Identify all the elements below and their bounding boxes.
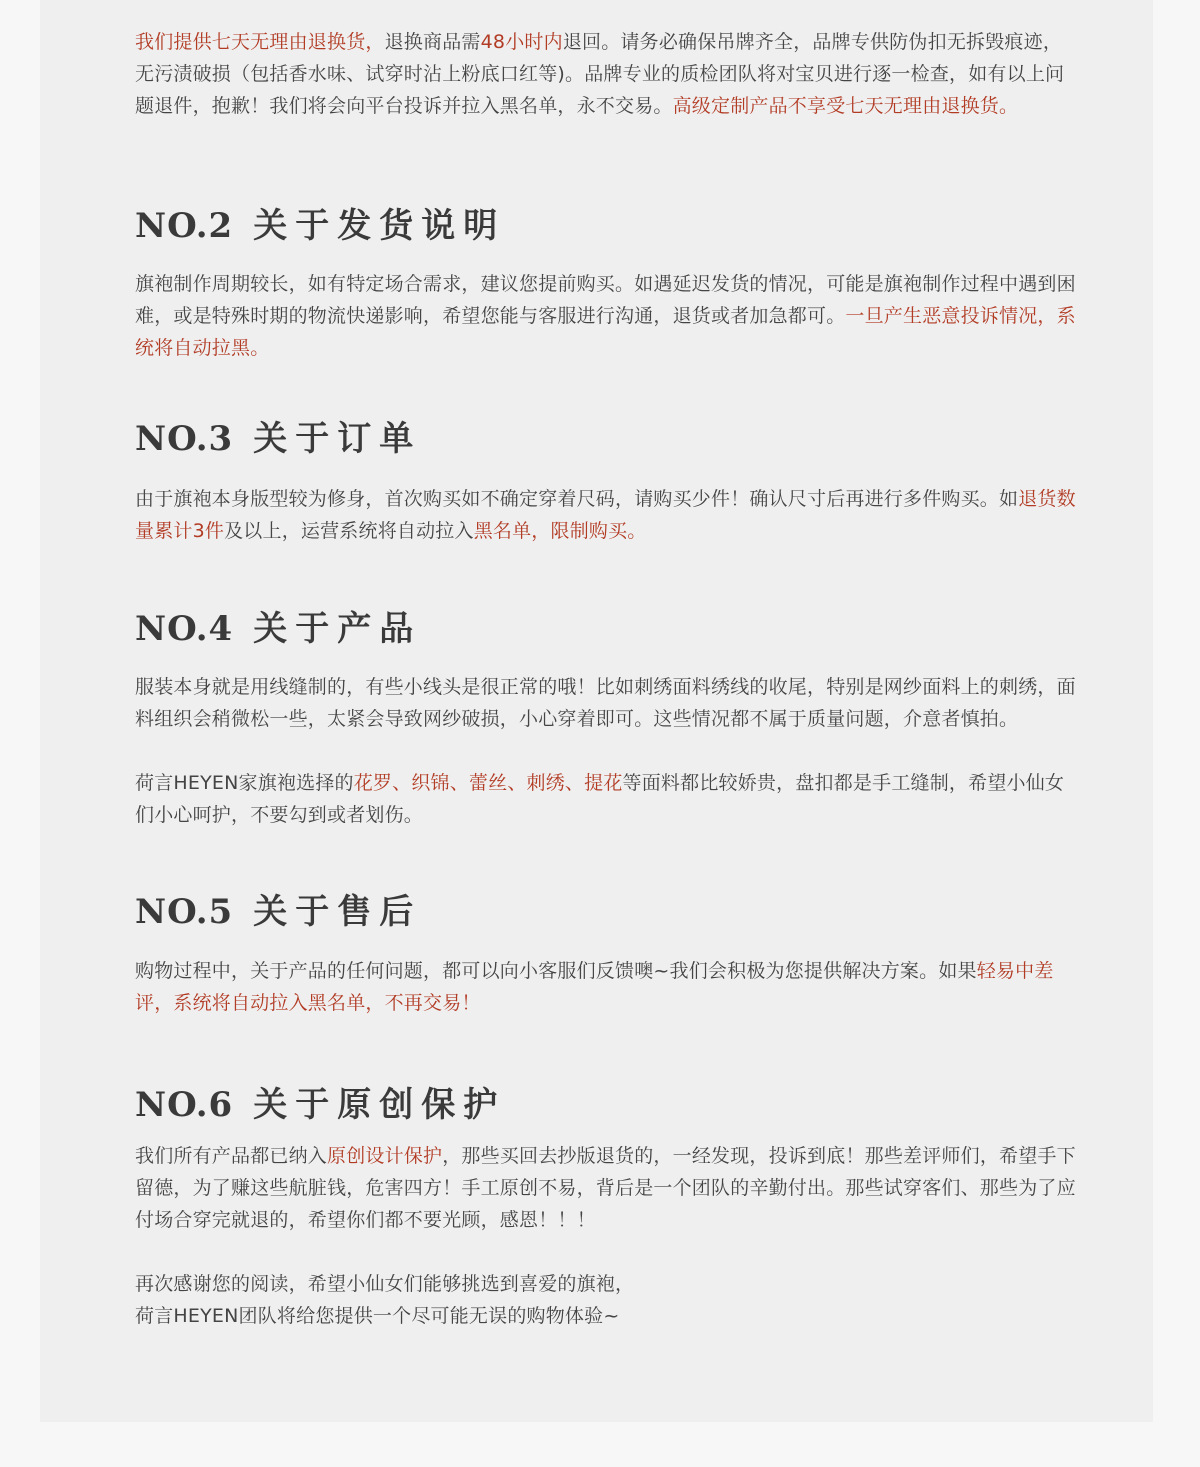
section-title: 关于产品 [253, 609, 422, 649]
fabric-list-text: 花罗、织锦、蕾丝、刺绣、提花 [353, 772, 623, 794]
orders-text: 由于旗袍本身版型较为修身，首次购买如不确定穿着尺码，请购买少件！确认尺寸后再进行多件购买。如 [135, 488, 1019, 510]
section-number: NO.2 [135, 206, 234, 246]
fabric-care-text: 等面料都比较娇贵，盘扣都是手工缝制，希望小仙女们小心呵护，不要勾到或者划伤。 [135, 772, 1065, 826]
return-deadline-text: 48小时内 [480, 31, 563, 53]
original-protection-text: 我们所有产品都已纳入 [135, 1145, 328, 1167]
shipping-heading [135, 206, 1080, 246]
section-shipping [135, 206, 1080, 364]
return-conditions-text: 退回。请务必确保吊牌齐全，品牌专供防伪扣无拆毁痕迹，无污渍破损（包括香水味、试穿时沾上粉底口红等)。品牌专业的质检团队将对宝贝进行逐一检查，如有以上问题退件，抱歉！我们将会向平台投诉并拉入黑名单，永不交易。 [135, 31, 1065, 117]
after-sales-paragraph [135, 955, 1080, 1019]
thanks-line-2 [135, 1300, 1080, 1332]
anti-copy-text: ，那些买回去抄版退货的，一经发现，投诉到底！那些差评师们，希望手下留德，为了赚这些航脏钱，危害四方！手工原创不易，背后是一个团队的辛勤付出。那些试穿客们、那些为了应付场合穿完就退的，希望你们都不要光顾，感恩！！！ [135, 1145, 1076, 1231]
return-policy-text: 退换商品需 [384, 31, 481, 53]
section-original-protection [135, 1085, 1080, 1332]
thanks-text: 再次感谢您的阅读，希望小仙女们能够挑选到喜爱的旗袍， [135, 1273, 635, 1295]
return-count-text: 退货数量累计3件 [135, 488, 1076, 542]
section-number: NO.3 [135, 419, 234, 459]
section-title: 关于发货说明 [253, 206, 506, 246]
orders-paragraph [135, 483, 1080, 547]
fabric-intro-text: 荷言HEYEN家旗袍选择的 [135, 772, 354, 794]
section-after-sales [135, 892, 1080, 1019]
blacklist-text: 黑名单，限制购买。 [473, 520, 647, 542]
shipping-text: 旗袍制作周期较长，如有特定场合需求，建议您提前购买。如遇延迟发货的情况，可能是旗袍制作过程中遇到困难，或是特殊时期的物流快递影响，希望您能与客服进行沟通，退货或者加急都可。 [135, 273, 1076, 327]
products-paragraph-1 [135, 671, 1080, 735]
shipping-warning-text: 一旦产生恶意投诉情况，系统将自动拉黑。 [135, 305, 1076, 359]
products-heading [135, 609, 1080, 649]
original-protection-heading [135, 1085, 1080, 1125]
team-promise-text: 荷言HEYEN团队将给您提供一个尽可能无误的购物体验~ [135, 1305, 620, 1327]
section-return-policy [135, 26, 1080, 122]
after-sales-text: 购物过程中，关于产品的任何问题，都可以向小客服们反馈噢~我们会积极为您提供解决方案。如果 [135, 960, 977, 982]
after-sales-heading [135, 892, 1080, 932]
bad-review-warning-text: 轻易中差评，系统将自动拉入黑名单，不再交易！ [135, 960, 1054, 1014]
original-design-text: 原创设计保护 [327, 1145, 443, 1167]
section-orders [135, 419, 1080, 547]
section-title: 关于订单 [253, 419, 422, 459]
section-number: NO.4 [135, 609, 234, 649]
thanks-line-1 [135, 1268, 1080, 1300]
section-number: NO.6 [135, 1085, 234, 1125]
section-products [135, 609, 1080, 831]
section-number: NO.5 [135, 892, 234, 932]
orders-heading [135, 419, 1080, 459]
products-paragraph-2 [135, 767, 1080, 831]
seven-day-return-text: 我们提供七天无理由退换货， [135, 31, 385, 53]
section-title: 关于售后 [253, 892, 422, 932]
section-title: 关于原创保护 [253, 1085, 506, 1125]
custom-product-exception-text: 高级定制产品不享受七天无理由退换货。 [672, 95, 1019, 117]
orders-text-2: 及以上，运营系统将自动拉入 [224, 520, 474, 542]
shipping-paragraph [135, 268, 1080, 364]
products-text: 服装本身就是用线缝制的，有些小线头是很正常的哦！比如刺绣面料绣线的收尾，特别是网纱面料上的刺绣，面料组织会稍微松一些，太紧会导致网纱破损，小心穿着即可。这些情况都不属于质量问题，介意者慎拍。 [135, 676, 1076, 730]
original-protection-paragraph [135, 1140, 1080, 1236]
return-policy-paragraph [135, 26, 1080, 122]
